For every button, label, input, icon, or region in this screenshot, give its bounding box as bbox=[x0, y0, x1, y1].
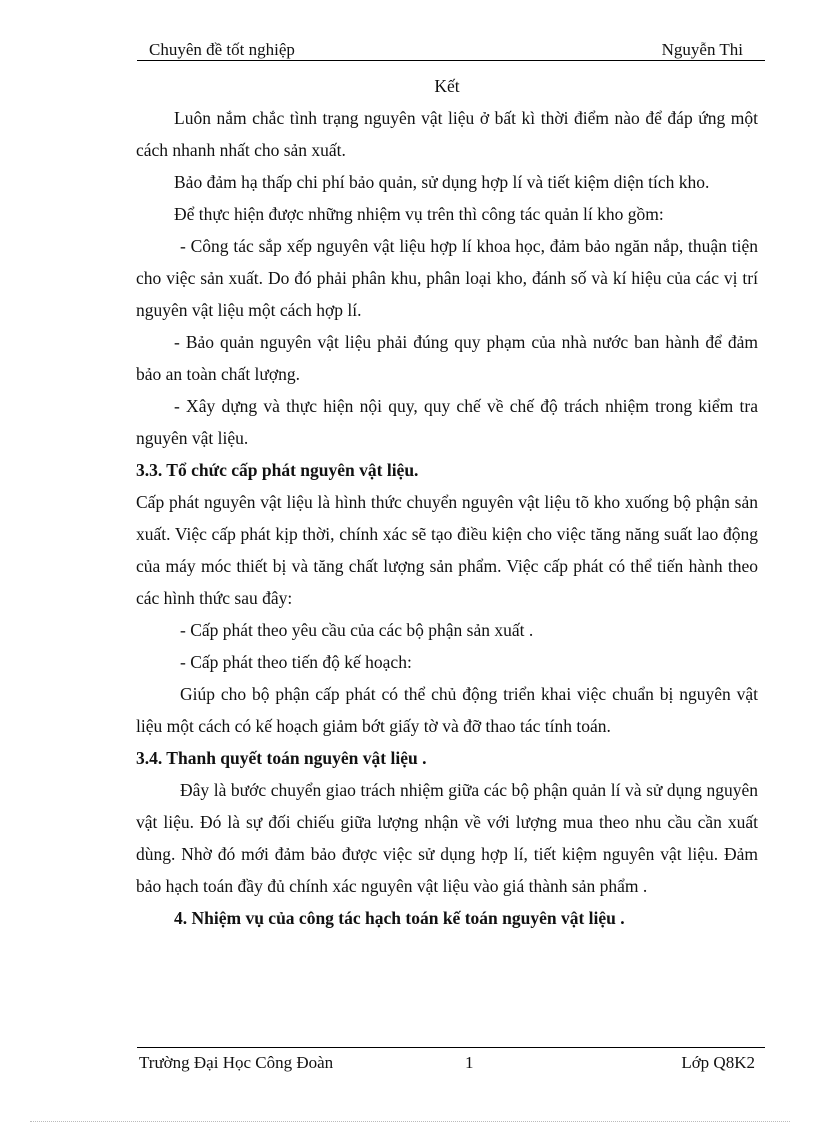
paragraph: Luôn nắm chắc tình trạng nguyên vật liệu ở bất kì thời điểm nào để đáp ứng một cách nhanh nhất cho sản xuất. bbox=[136, 108, 758, 160]
paragraph: - Bảo quản nguyên vật liệu phải đúng quy phạm của nhà nước ban hành để đảm bảo an toàn chất lượng. bbox=[136, 332, 758, 384]
footer-class: Lớp Q8K2 bbox=[681, 1053, 755, 1072]
paragraph: Bảo đảm hạ thấp chi phí bảo quản, sử dụng hợp lí và tiết kiệm diện tích kho. bbox=[174, 172, 710, 192]
header-title: Chuyên đề tốt nghiệp bbox=[149, 40, 295, 59]
header-author: Nguyễn Thi bbox=[661, 40, 743, 59]
section-heading: 3.4. Thanh quyết toán nguyên vật liệu . bbox=[136, 748, 427, 768]
paragraph: Đây là bước chuyển giao trách nhiệm giữa các bộ phận quản lí và sử dụng nguyên vật liệu. Đó là sự đối chiếu giữa lượng nhận về với lượng mua theo nhu cầu cần xuất dùng. Nhờ đó mới đảm bảo được việc sử dụng hợp lí, tiết kiệm nguyên vật liệu. Đảm bảo hạch toán đầy đủ chính xác nguyên vật liệu vào giá thành sản phẩm . bbox=[136, 780, 758, 896]
section-heading: 4. Nhiệm vụ của công tác hạch toán kế toán nguyên vật liệu . bbox=[174, 908, 625, 928]
page-number: 1 bbox=[465, 1053, 474, 1072]
paragraph: Giúp cho bộ phận cấp phát có thể chủ động triển khai việc chuẩn bị nguyên vật liệu một cách có kế hoạch giảm bớt giấy tờ và đỡ thao tác tính toán. bbox=[136, 684, 758, 736]
paragraph: - Cấp phát theo yêu cầu của các bộ phận sản xuất . bbox=[180, 620, 534, 640]
paragraph: - Công tác sắp xếp nguyên vật liệu hợp lí khoa học, đảm bảo ngăn nắp, thuận tiện cho việc sản xuất. Do đó phải phân khu, phân loại kho, đánh số và kí hiệu của các vị trí nguyên vật liệu một cách hợp lí. bbox=[136, 236, 758, 320]
footer-school: Trường Đại Học Công Đoàn bbox=[139, 1053, 334, 1072]
section-heading: 3.3. Tổ chức cấp phát nguyên vật liệu. bbox=[136, 460, 419, 480]
paragraph: Để thực hiện được những nhiệm vụ trên thì công tác quản lí kho gồm: bbox=[174, 204, 664, 224]
paragraph: Kết bbox=[434, 76, 460, 96]
paragraph: Cấp phát nguyên vật liệu là hình thức chuyển nguyên vật liệu tõ kho xuống bộ phận sản xuất. Việc cấp phát kịp thời, chính xác sẽ tạo điều kiện cho việc tăng năng suất lao động của máy móc thiết bị và tăng chất lượng sản phẩm. Việc cấp phát có thể tiến hành theo các hình thức sau đây: bbox=[136, 492, 758, 608]
paragraph: - Xây dựng và thực hiện nội quy, quy chế về chế độ trách nhiệm trong kiểm tra nguyên vật liệu. bbox=[136, 396, 758, 448]
page-footer bbox=[137, 1047, 765, 1078]
paragraph: - Cấp phát theo tiến độ kế hoạch: bbox=[180, 652, 412, 672]
document-body bbox=[136, 70, 758, 934]
page-bottom-divider bbox=[30, 1121, 790, 1122]
page-header bbox=[137, 38, 765, 61]
